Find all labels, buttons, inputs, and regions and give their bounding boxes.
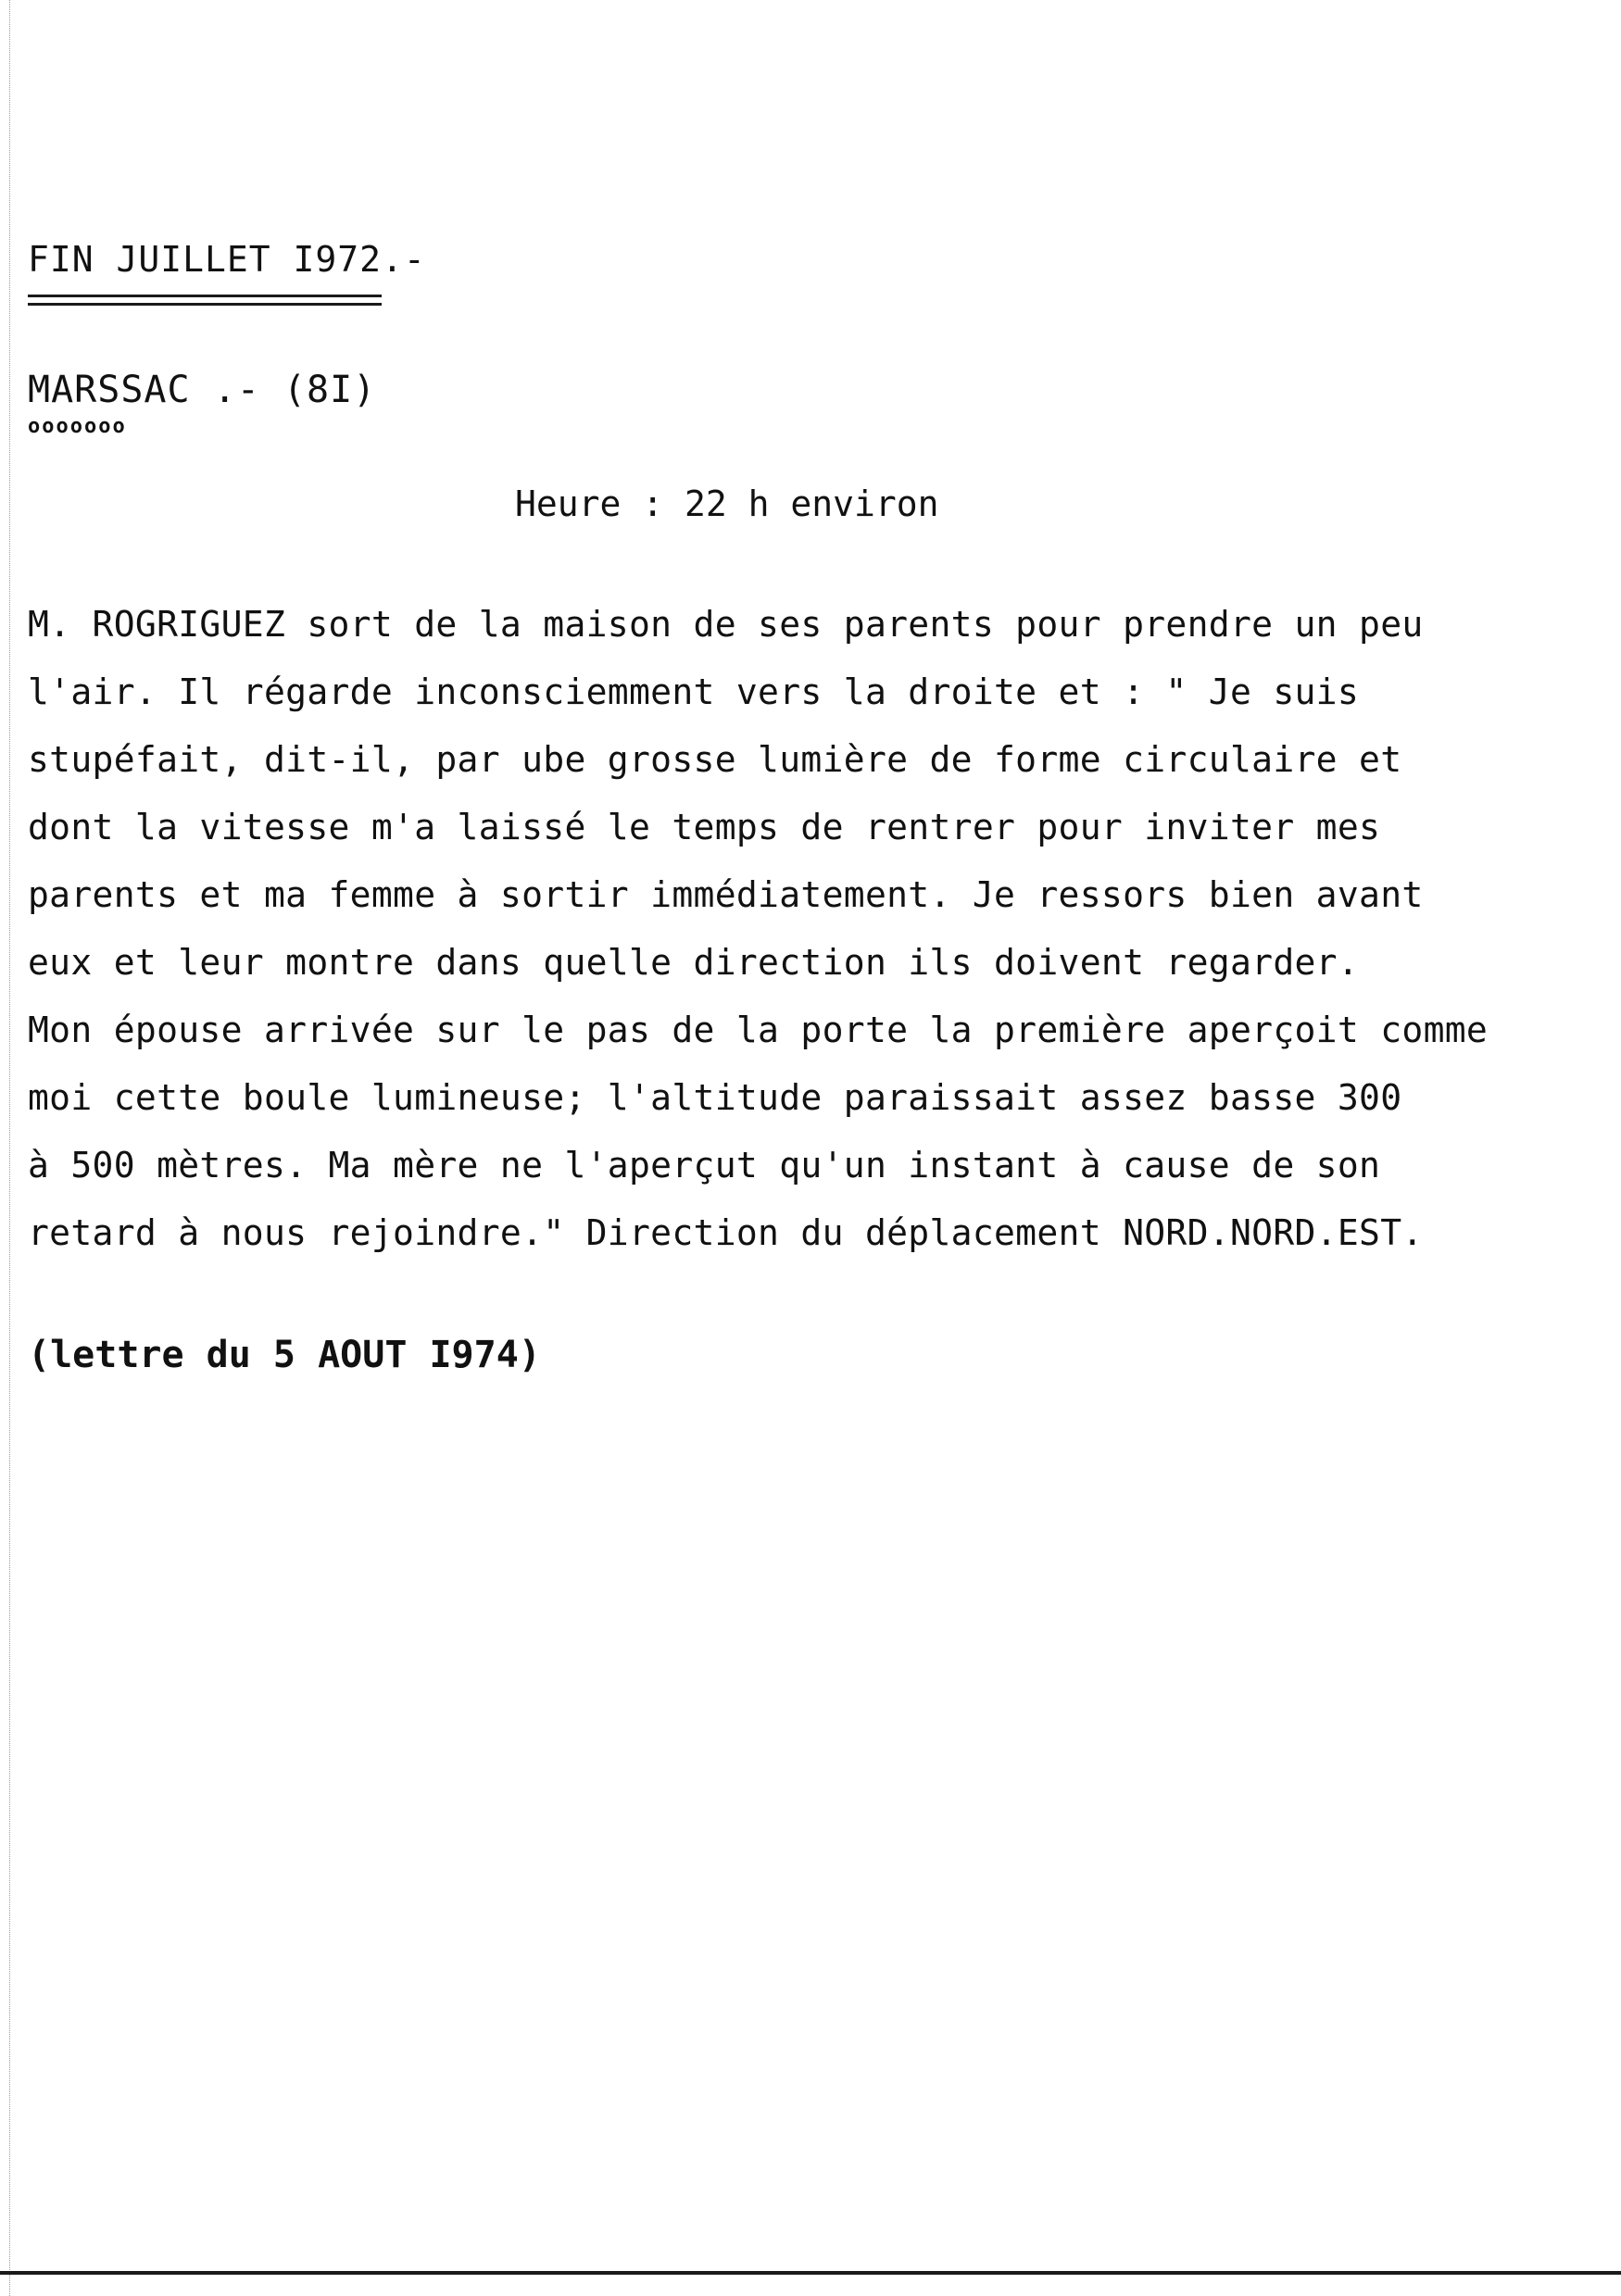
body-line: Mon épouse arrivée sur le pas de la porte la première aperçoit comme	[28, 1010, 1489, 1050]
bottom-rule	[0, 2271, 1621, 2275]
date-double-underline	[28, 295, 382, 306]
body-line: M. ROGRIGUEZ sort de la maison de ses parents pour prendre un peu	[28, 604, 1424, 645]
body-line: stupéfait, dit-il, par ube grosse lumière de forme circulaire et	[28, 739, 1402, 780]
body-line: parents et ma femme à sortir immédiatement. Je ressors bien avant	[28, 874, 1424, 915]
body-line: l'air. Il régarde inconsciemment vers la droite et : " Je suis	[28, 671, 1360, 712]
body-line: eux et leur montre dans quelle direction ils doivent regarder.	[28, 942, 1360, 983]
letter-reference: (lettre du 5 AOUT I974)	[28, 1334, 541, 1376]
body-line: moi cette boule lumineuse; l'altitude paraissait assez basse 300	[28, 1077, 1402, 1118]
left-margin-rule	[9, 0, 10, 2296]
time-line: Heure : 22 h environ	[515, 483, 939, 524]
body-line: dont la vitesse m'a laissé le temps de rentrer pour inviter mes	[28, 807, 1381, 847]
body-line: à 500 mètres. Ma mère ne l'aperçut qu'un instant à cause de son	[28, 1145, 1381, 1186]
report-body	[28, 591, 1602, 1267]
place-underline: ooooooo	[28, 415, 127, 438]
place-heading: MARSSAC .- (8I)	[28, 369, 377, 411]
date-heading: FIN JUILLET I972.-	[28, 239, 426, 280]
body-line: retard à nous rejoindre." Direction du déplacement NORD.NORD.EST.	[28, 1212, 1424, 1253]
